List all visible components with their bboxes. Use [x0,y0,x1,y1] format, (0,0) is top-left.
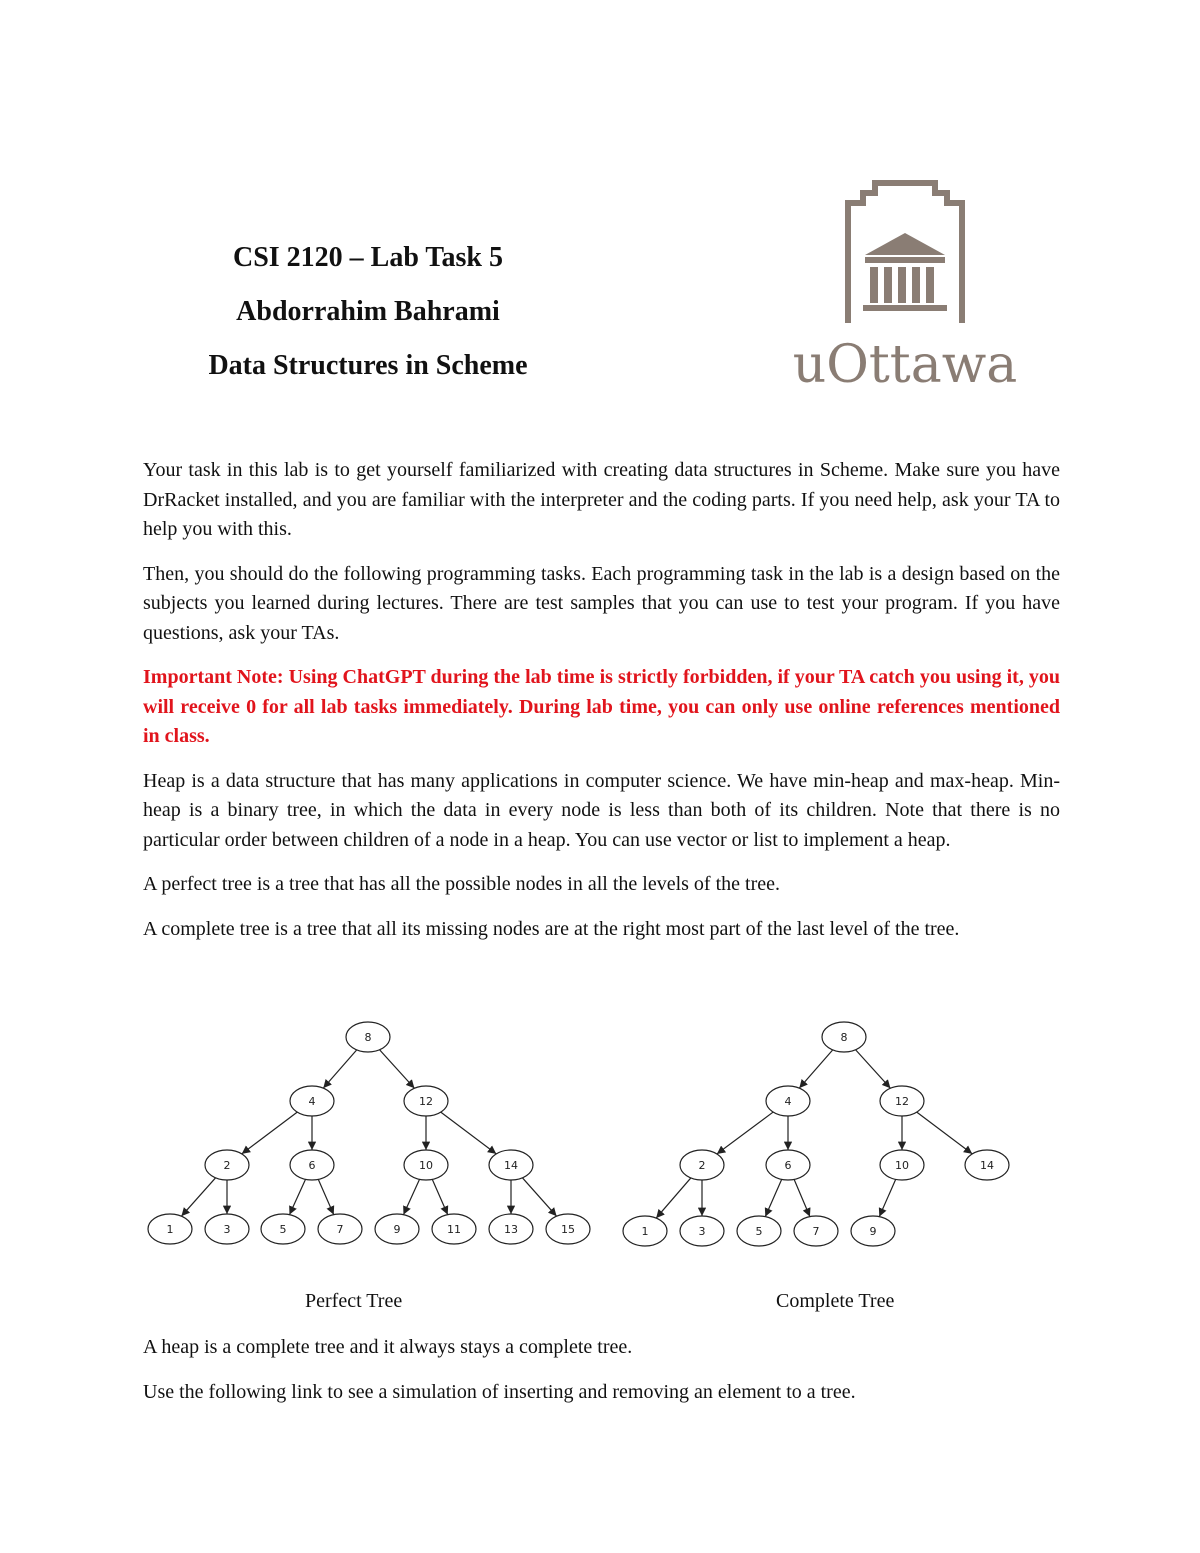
document-subtitle: Data Structures in Scheme [208,350,528,381]
tree-node-label: 5 [279,1223,287,1236]
tree-edge [432,1179,447,1214]
tree-node-label: 1 [641,1225,649,1238]
tree-node-label: 2 [223,1159,231,1172]
tree-edge [799,1050,832,1088]
paragraph-complete-tree: A complete tree is a tree that all its missing nodes are at the right most part of the last level of the tree. [143,917,960,940]
tree-node-label: 4 [784,1095,792,1108]
paragraph-intro: Your task in this lab is to get yourself familiarized with creating data structures in Scheme. Make sure you have DrRacket installed, and you are familiar with the interpreter and the coding parts. If you need help, ask your TA to help you with this. [143,459,1060,540]
tree-edge [403,1179,419,1214]
tree-node-label: 8 [840,1031,848,1044]
tree-edge [794,1179,810,1216]
tree-node-label: 2 [698,1159,706,1172]
complete-tree-caption: Complete Tree [776,1290,895,1312]
author-name: Abdorrahim Bahrami [236,296,500,327]
paragraph-tasks: Then, you should do the following programming tasks. Each programming task in the lab is a design based on the subjects you learned during lectures. There are test samples that you can use to test your program. If you have questions, ask your TAs. [143,562,1060,644]
tree-node-label: 5 [755,1225,763,1238]
tree-edge [441,1112,496,1154]
tree-node-label: 15 [561,1223,575,1236]
tree-node-label: 9 [393,1223,401,1236]
tree-node-label: 11 [447,1223,461,1236]
tree-edge [917,1112,972,1154]
tree-edge [656,1178,691,1218]
tree-edge [717,1112,773,1154]
tree-edge [181,1178,215,1216]
tree-edge [289,1179,305,1214]
tree-node-label: 7 [812,1225,820,1238]
tree-edge [879,1179,895,1216]
logo-wordmark: uOttawa [792,335,1018,395]
tree-node-label: 8 [364,1031,372,1044]
tree-node-label: 12 [895,1095,909,1108]
tree-node-label: 3 [698,1225,706,1238]
body-text [143,456,1060,959]
tree-node-label: 7 [336,1223,344,1236]
paragraph-heap-complete: A heap is a complete tree and it always stays a complete tree. [143,1336,633,1358]
tree-node-label: 9 [869,1225,877,1238]
complete-tree-diagram [623,1022,1009,1246]
tree-node-label: 14 [504,1159,518,1172]
tree-edge [242,1112,297,1154]
bottom-text [143,1333,1060,1422]
tree-node-label: 3 [223,1223,231,1236]
tree-node-label: 13 [504,1223,518,1236]
university-building-icon [775,175,1035,335]
tree-edge [323,1050,356,1088]
perfect-tree-diagram [148,1022,590,1244]
tree-node-label: 6 [308,1159,316,1172]
paragraph-link: Use the following link to see a simulation of inserting and removing an element to a tree. [143,1380,856,1403]
important-note: Important Note: Using ChatGPT during the lab time is strictly forbidden, if your TA catch you using it, you will receive 0 for all lab tasks immediately. During lab time, you can only use online references mentioned in class. [143,666,1060,747]
tree-node-label: 10 [895,1159,909,1172]
tree-edge [765,1179,781,1216]
tree-node-label: 4 [308,1095,316,1108]
tree-edge [522,1178,556,1216]
course-title: CSI 2120 – Lab Task 5 [232,242,503,273]
title-block [140,238,596,400]
uottawa-logo [775,175,1035,400]
tree-node-label: 14 [980,1159,994,1172]
tree-node-label: 1 [166,1223,174,1236]
tree-node-label: 6 [784,1159,792,1172]
tree-diagrams [130,1015,1070,1285]
tree-edge [380,1050,415,1088]
tree-edge [856,1050,891,1088]
paragraph-heap: Heap is a data structure that has many applications in computer science. We have min-heap and max-heap. Min-heap is a binary tree, in which the data in every node is less than both of its children. Note that there is no particular order between children of a node in a heap. You can use vector or list to implement a heap. [143,769,1060,851]
paragraph-perfect-tree: A perfect tree is a tree that has all the possible nodes in all the levels of the tree. [143,873,780,895]
perfect-tree-caption: Perfect Tree [305,1290,403,1312]
tree-node-label: 12 [419,1095,433,1108]
tree-edge [318,1179,333,1214]
tree-node-label: 10 [419,1159,433,1172]
